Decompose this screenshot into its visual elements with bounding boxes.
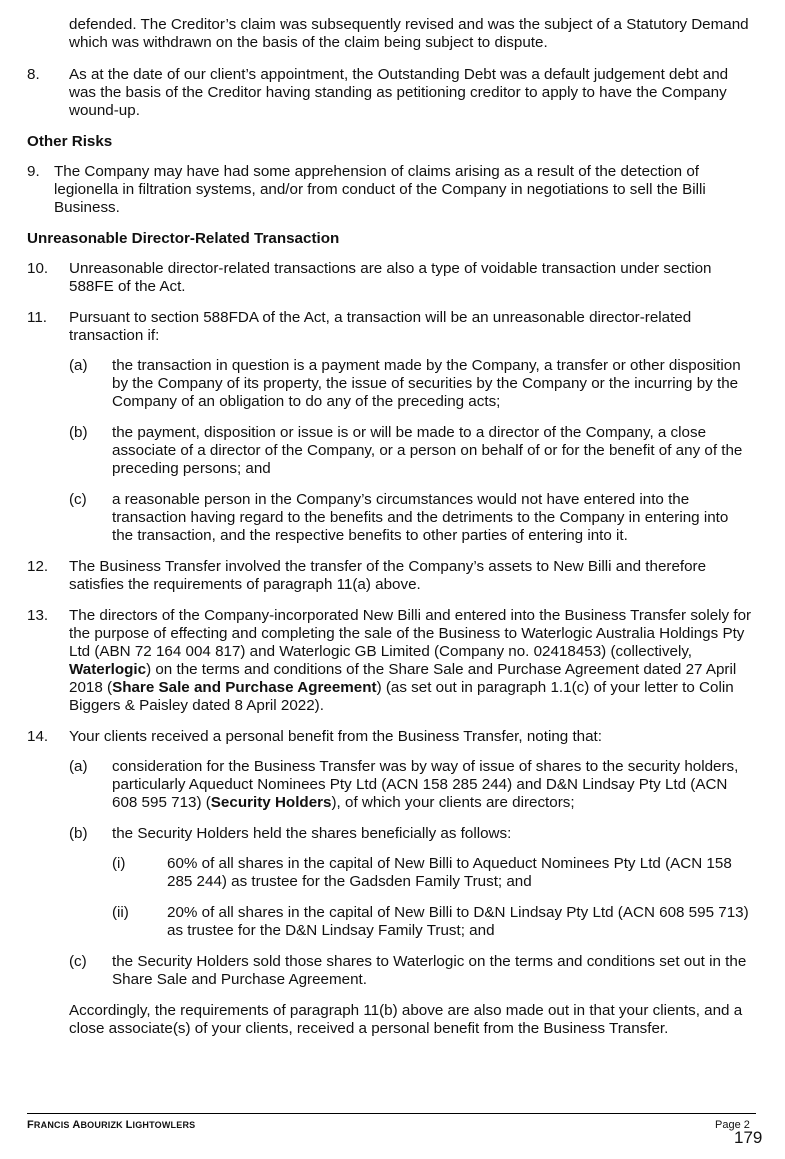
subparagraph-label: (i) [112,855,126,872]
paragraph-12: The Business Transfer involved the transfer of the Company’s assets to New Billi and therefore satisfies the requirements of paragraph 11(a) above. [69,558,707,593]
subparagraph-label: (c) [69,953,87,970]
footer-page-label: Page 2 [715,1119,750,1131]
subparagraph-label: (a) [69,357,88,374]
footer-divider [27,1113,756,1114]
defined-term-waterlogic: Waterlogic [69,661,147,678]
defined-term-security-holders: Security Holders [210,794,332,811]
paragraph-11b: the payment, disposition or issue is or will be made to a director of the Company, a close associate of a director of the Company, or a person on behalf of or for the benefit of any of the preceding persons; and [112,424,743,477]
paragraph-number: 14. [27,728,49,745]
paragraph-14-conclusion: Accordingly, the requirements of paragraph 11(b) above are also made out in that your clients, and a close associate(s) of your clients, received a personal benefit from the Business Transfer. [69,1002,743,1037]
paragraph-14b-i: 60% of all shares in the capital of New Billi to Aqueduct Nominees Pty Ltd (ACN 158 285 244) as trustee for the Gadsden Family Trust; and [167,855,732,890]
paragraph-11c: a reasonable person in the Company’s circumstances would not have entered into the transaction having regard to the benefits and the detriments to the Company in entering into the transaction, and the respective benefits to other parties of entering into it. [112,491,729,544]
paragraph-14b-ii: 20% of all shares in the capital of New Billi to D&N Lindsay Pty Ltd (ACN 608 595 713) as trustee for the D&N Lindsay Family Trust; and [167,904,749,939]
paragraph-14a: consideration for the Business Transfer was by way of issue of shares to the security holders, particularly Aqueduct Nominees Pty Ltd (ACN 158 285 244) and D&N Lindsay Pty Ltd (ACN 608 595 713) (Security Holders), of which your clients are directors; [112,758,739,811]
bates-number: 179 [734,1128,763,1147]
heading-other-risks: Other Risks [27,133,113,150]
paragraph-8: As at the date of our client’s appointment, the Outstanding Debt was a default judgement debt and was the basis of the Creditor having standing as petitioning creditor to apply to have the Company wound-up. [69,66,729,119]
paragraph-number: 13. [27,607,49,624]
subparagraph-label: (b) [69,825,88,842]
paragraph-9: The Company may have had some apprehension of claims arising as a result of the detection of legionella in filtration systems, and/or from conduct of the Company in negotiations to sell the Billi Business. [54,163,706,216]
subparagraph-label: (b) [69,424,88,441]
paragraph-number: 8. [27,66,40,83]
paragraph-number: 9. [27,163,40,180]
subparagraph-label: (a) [69,758,88,775]
heading-unreasonable-director-related-transaction: Unreasonable Director-Related Transaction [27,230,340,247]
paragraph-11: Pursuant to section 588FDA of the Act, a transaction will be an unreasonable director-related transaction if: [69,309,692,344]
subparagraph-label: (c) [69,491,87,508]
defined-term-share-sale-agreement: Share Sale and Purchase Agreement [112,679,377,696]
paragraph-number: 12. [27,558,49,575]
paragraph-14c: the Security Holders sold those shares to Waterlogic on the terms and conditions set out in the Share Sale and Purchase Agreement. [112,953,747,988]
paragraph-14: Your clients received a personal benefit from the Business Transfer, noting that: [69,728,602,745]
paragraph-14b: the Security Holders held the shares beneficially as follows: [112,825,512,842]
paragraph-10: Unreasonable director-related transactions are also a type of voidable transaction under section 588FE of the Act. [69,260,712,295]
subparagraph-label: (ii) [112,904,129,921]
paragraph-number: 11. [27,309,47,326]
paragraph-7-continued: defended. The Creditor’s claim was subsequently revised and was the subject of a Statutory Demand which was withdrawn on the basis of the claim being subject to dispute. [69,16,749,51]
paragraph-13: The directors of the Company-incorporated New Billi and entered into the Business Transfer solely for the purpose of effecting and completing the sale of the Business to Waterlogic Australia Holdings Pty Ltd (ABN 72 164 004 817) and Waterlogic GB Limited (Company no. 02418453) (collectively, Waterlogic) on the terms and conditions of the Share Sale and Purchase Agreement dated 27 April 2018 (Share Sale and Purchase Agreement) (as set out in paragraph 1.1(c) of your letter to Colin Biggers & Paisley dated 8 April 2022). [69,607,752,714]
paragraph-11a: the transaction in question is a payment made by the Company, a transfer or other disposition by the Company of its property, the issue of securities by the Company or the incurring by the Company of an obligation to do any of the preceding acts; [112,357,741,410]
footer-firm-name: FRANCIS ABOURIZK LIGHTOWLERS [27,1119,196,1131]
paragraph-number: 10. [27,260,49,277]
